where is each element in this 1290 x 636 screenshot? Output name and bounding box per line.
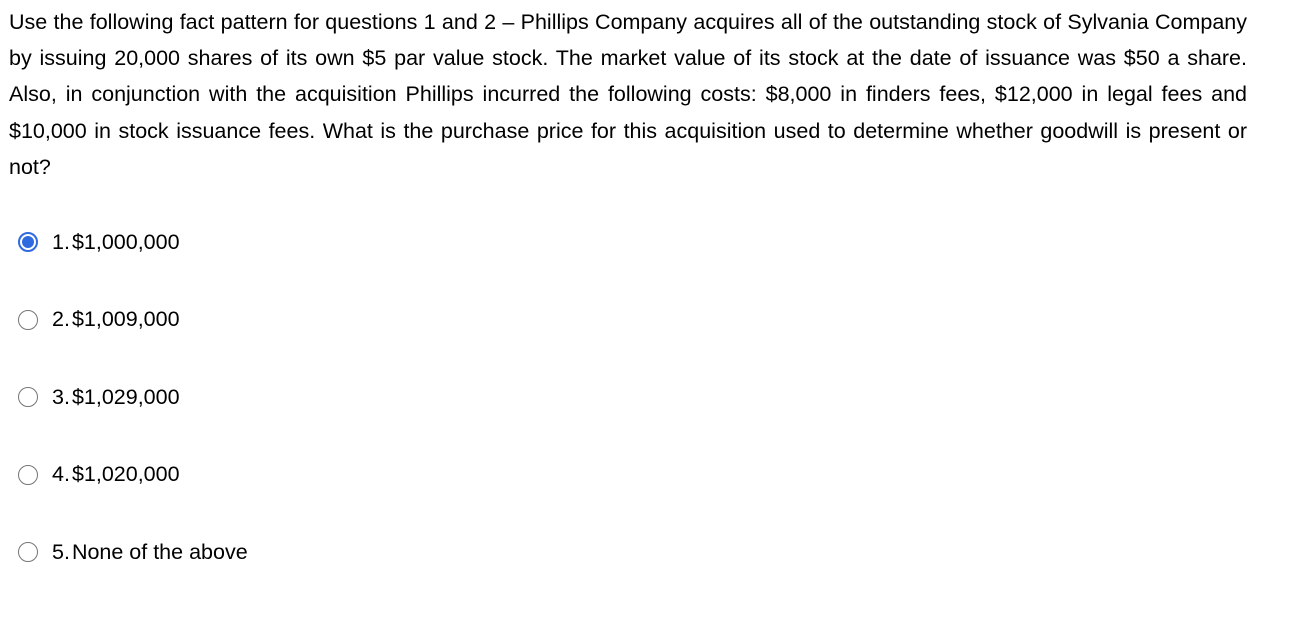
answer-options	[18, 222, 248, 610]
option-number-3: 3.	[52, 384, 70, 409]
option-label-5: None of the above	[71, 539, 248, 564]
option-number-1: 1.	[52, 229, 70, 254]
option-label-1: $1,000,000	[71, 229, 180, 254]
answer-option-2[interactable]	[18, 300, 248, 340]
answer-option-4[interactable]	[18, 455, 248, 495]
option-number-4: 4.	[52, 462, 70, 486]
radio-button-3[interactable]	[18, 387, 38, 407]
option-label-2: $1,009,000	[71, 307, 180, 331]
radio-button-2[interactable]	[18, 310, 38, 330]
option-number-2: 2.	[52, 307, 70, 331]
radio-button-5[interactable]	[18, 542, 38, 562]
answer-option-1[interactable]	[18, 222, 248, 262]
option-label-4: $1,020,000	[71, 462, 180, 486]
radio-button-4[interactable]	[18, 465, 38, 485]
radio-button-1[interactable]	[18, 232, 38, 252]
answer-option-3[interactable]	[18, 377, 248, 417]
option-number-5: 5.	[52, 539, 70, 564]
option-label-3: $1,029,000	[71, 384, 180, 409]
question-text: Use the following fact pattern for questions 1 and 2 – Phillips Company acquires all of the outstanding stock of Sylvania Company by issuing 20,000 shares of its own $5 par value stock. The market value of its stock at the date of issuance was $50 a share. Also, in conjunction with the acquisition Phillips incurred the following costs: $8,000 in finders fees, $12,000 in legal fees and $10,000 in stock issuance fees. What is the purchase price for this acquisition used to determine whether goodwill is present or not?	[9, 10, 1247, 179]
answer-option-5[interactable]	[18, 532, 248, 572]
